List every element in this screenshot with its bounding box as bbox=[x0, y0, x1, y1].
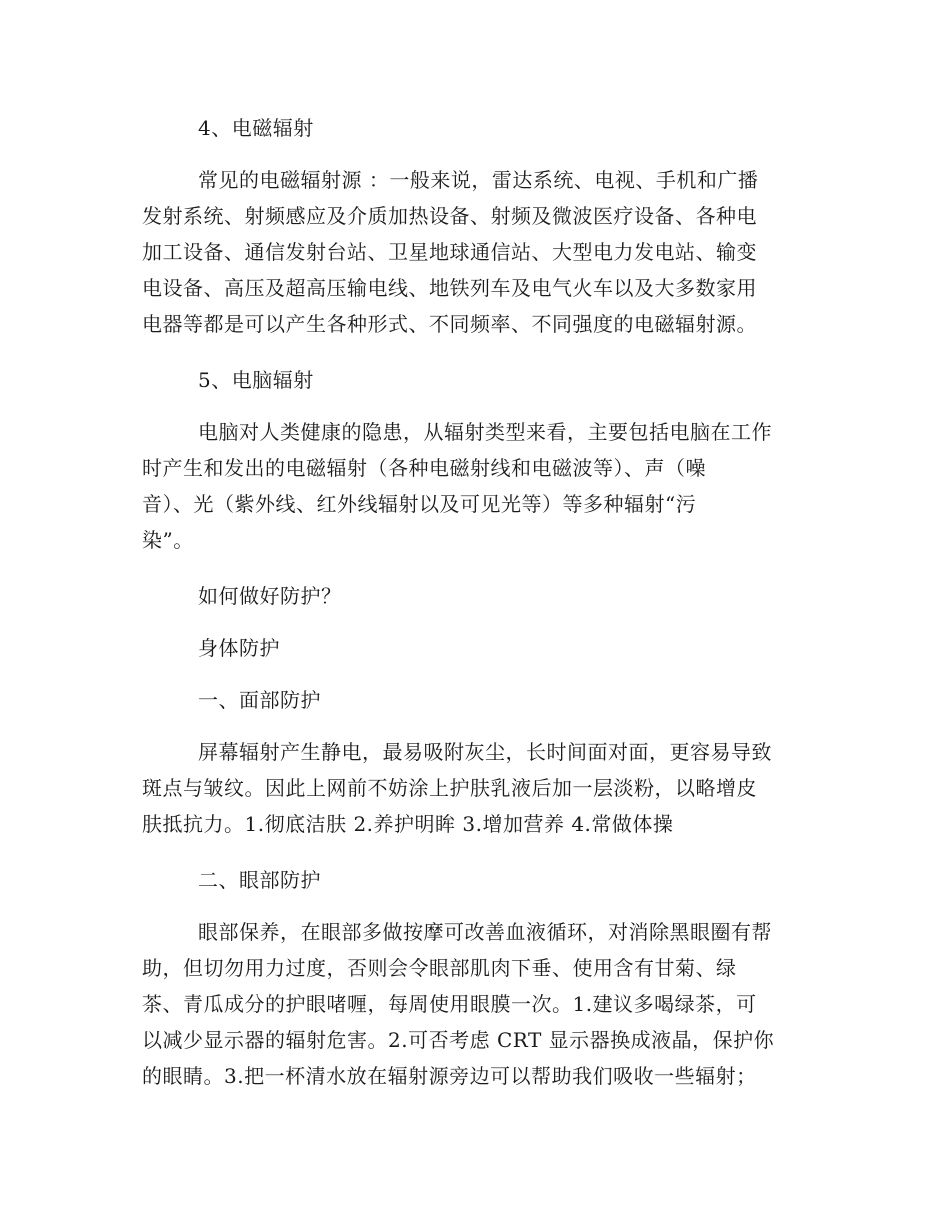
paragraph-line: 电器等都是可以产生各种形式、不同频率、不同强度的电磁辐射源。 bbox=[142, 312, 757, 336]
paragraph-line: 时产生和发出的电磁辐射（各种电磁射线和电磁波等）、声（噪 bbox=[142, 456, 706, 480]
heading-computer-radiation bbox=[142, 362, 810, 398]
paragraph-line: 助，但切勿用力过度，否则会令眼部肌肉下垂、使用含有甘菊、绿 bbox=[142, 956, 737, 980]
subheading-face-protection bbox=[142, 682, 810, 718]
paragraph-line: 发射系统、射频感应及介质加热设备、射频及微波医疗设备、各种电 bbox=[142, 204, 757, 228]
paragraph-face-protection bbox=[142, 734, 810, 842]
paragraph-em-sources bbox=[142, 162, 810, 342]
paragraph-line: 的眼睛。3.把一杯清水放在辐射源旁边可以帮助我们吸收一些辐射； bbox=[142, 1064, 757, 1088]
paragraph-line: 以减少显示器的辐射危害。2.可否考虑 CRT 显示器换成液晶，保护你 bbox=[142, 1028, 775, 1052]
subheading-eye-protection bbox=[142, 862, 810, 898]
paragraph-eye-protection bbox=[142, 914, 810, 1094]
paragraph-line: 茶、青瓜成分的护眼啫喱，每周使用眼膜一次。1.建议多喝绿茶，可 bbox=[142, 992, 757, 1016]
paragraph-line: 常见的电磁辐射源 ：一般来说，雷达系统、电视、手机和广播 bbox=[198, 168, 759, 192]
section-text: 身体防护 bbox=[198, 636, 280, 660]
paragraph-line: 肤抵抗力。1.彻底洁肤 2.养护明眸 3.增加营养 4.常做体操 bbox=[142, 812, 674, 836]
question-how-to-protect bbox=[142, 578, 810, 614]
question-text: 如何做好防护？ bbox=[198, 584, 342, 608]
paragraph-computer-hazards bbox=[142, 414, 810, 558]
paragraph-line: 斑点与皱纹。因此上网前不妨涂上护肤乳液后加一层淡粉，以略增皮 bbox=[142, 776, 757, 800]
paragraph-line: 电设备、高压及超高压输电线、地铁列车及电气火车以及大多数家用 bbox=[142, 276, 757, 300]
heading-electromagnetic-radiation bbox=[142, 110, 810, 146]
section-body-protection bbox=[142, 630, 810, 666]
subheading-text: 一、面部防护 bbox=[198, 688, 321, 712]
subheading-text: 二、眼部防护 bbox=[198, 868, 321, 892]
paragraph-line: 眼部保养，在眼部多做按摩可改善血液循环，对消除黑眼圈有帮 bbox=[198, 920, 772, 944]
paragraph-line: 加工设备、通信发射台站、卫星地球通信站、大型电力发电站、输变 bbox=[142, 240, 757, 264]
paragraph-line: 音）、光（紫外线、红外线辐射以及可见光等）等多种辐射“污 bbox=[142, 492, 697, 516]
paragraph-line: 电脑对人类健康的隐患，从辐射类型来看，主要包括电脑在工作 bbox=[198, 420, 772, 444]
heading-text: 4、电磁辐射 bbox=[198, 116, 314, 140]
heading-text: 5、电脑辐射 bbox=[198, 368, 314, 392]
paragraph-line: 染”。 bbox=[142, 528, 194, 552]
paragraph-line: 屏幕辐射产生静电，最易吸附灰尘，长时间面对面，更容易导致 bbox=[198, 740, 772, 764]
